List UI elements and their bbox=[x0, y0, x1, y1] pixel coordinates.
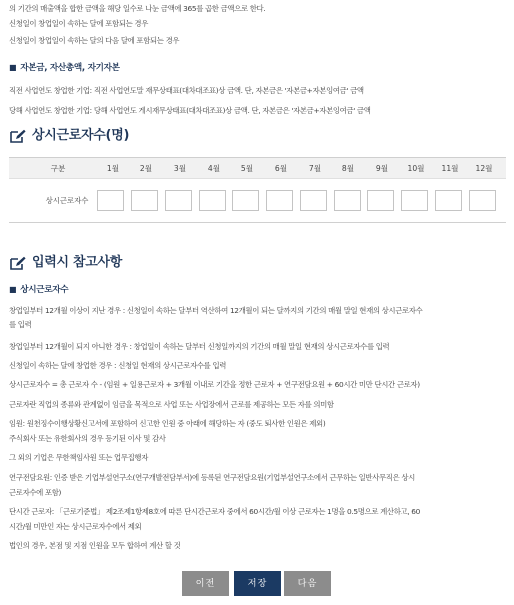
month-header: 7월 bbox=[308, 164, 322, 173]
square-bullet-icon: ■ bbox=[9, 63, 17, 72]
month-9-input[interactable] bbox=[367, 190, 394, 211]
next-button[interactable]: 다음 bbox=[284, 571, 331, 596]
note-line: 창업일부터 12개월 이상이 지난 경우 : 신청일이 속하는 달부터 역산하여 12개월이 되는 달까지의 기간의 매월 말일 현재의 상시근로자수 bbox=[9, 306, 423, 315]
month-header: 4월 bbox=[207, 164, 221, 173]
month-12-input[interactable] bbox=[469, 190, 496, 211]
month-11-input[interactable] bbox=[435, 190, 462, 211]
square-bullet-icon: ■ bbox=[9, 285, 17, 294]
capital-subtitle bbox=[9, 63, 120, 74]
note-line: 시간/월 미만인 자는 상시근로자수에서 제외 bbox=[9, 522, 142, 531]
note-line: 근로자수에 포함) bbox=[9, 488, 62, 497]
save-button[interactable]: 저장 bbox=[234, 571, 281, 596]
month-header: 9월 bbox=[375, 164, 389, 173]
capital-subtitle-text: 자본금, 자산총액, 자기자본 bbox=[20, 63, 120, 73]
month-header: 12월 bbox=[475, 164, 493, 173]
month-header: 8월 bbox=[341, 164, 355, 173]
note-line: 단시간 근로자: 「근로기준법」 제2조제1항제8호에 따른 단시간근로자 중에서 60시간/월 이상 근로자는 1명을 0.5명으로 계산하고, 60 bbox=[9, 507, 420, 516]
month-header: 3월 bbox=[173, 164, 187, 173]
month-6-input[interactable] bbox=[266, 190, 293, 211]
notes-heading bbox=[9, 255, 122, 271]
intro-line: 신청일이 창업일이 속하는 달의 다음 달에 포함되는 경우 bbox=[9, 36, 180, 45]
note-line: 법인의 경우, 본점 및 지점 인원을 모두 합하여 계산 할 것 bbox=[9, 541, 181, 550]
month-header: 1월 bbox=[106, 164, 120, 173]
month-header: 11월 bbox=[441, 164, 459, 173]
intro-line: 의 기간의 매출액을 합한 금액을 해당 일수로 나눈 금액에 365를 곱한 금액으로 한다. bbox=[9, 4, 266, 13]
month-header: 5월 bbox=[240, 164, 254, 173]
month-2-input[interactable] bbox=[131, 190, 158, 211]
month-10-input[interactable] bbox=[401, 190, 428, 211]
note-line: 근로자란 직업의 종류와 관계없이 임금을 목적으로 사업 또는 사업장에서 근로를 제공하는 모든 자를 의미함 bbox=[9, 400, 334, 409]
employees-heading bbox=[9, 128, 129, 144]
note-line: 주식회사 또는 유한회사의 경우 등기된 이사 및 감사 bbox=[9, 434, 166, 443]
month-7-input[interactable] bbox=[300, 190, 327, 211]
month-header: 10월 bbox=[407, 164, 425, 173]
month-header: 2월 bbox=[139, 164, 153, 173]
prev-button[interactable]: 이전 bbox=[182, 571, 229, 596]
edit-icon bbox=[9, 256, 26, 271]
note-line: 창업일부터 12개월이 되지 아니한 경우 : 창업일이 속하는 달부터 신청일까지의 기간의 매월 말일 현재의 상시근로자수를 입력 bbox=[9, 342, 390, 351]
header-gubun: 구분 bbox=[50, 164, 66, 173]
note-line: 임원: 원천징수이행상황신고서에 포함하여 신고한 인원 중 아래에 해당하는 자 (중도 퇴사한 인원은 제외) bbox=[9, 419, 326, 428]
note-line: 신청일이 속하는 달에 창업한 경우 : 신청일 현재의 상시근로자수를 입력 bbox=[9, 361, 227, 370]
note-line: 를 입력 bbox=[9, 320, 32, 329]
edit-icon bbox=[9, 129, 26, 144]
month-5-input[interactable] bbox=[232, 190, 259, 211]
notes-subtitle-text: 상시근로자수 bbox=[20, 285, 69, 295]
employees-table-header bbox=[9, 157, 506, 179]
capital-line: 당해 사업연도 창업한 기업: 당해 사업연도 게시재무상태표(대차대조표)상 금액. 단, 자본금은 '자본금+자본잉여금' 금액 bbox=[9, 106, 371, 115]
intro-line: 신청일이 창업일이 속하는 달에 포함되는 경우 bbox=[9, 19, 148, 28]
month-header: 6월 bbox=[274, 164, 288, 173]
notes-subtitle bbox=[9, 285, 68, 296]
note-line: 그 외의 기업은 무한책임사원 또는 업무집행자 bbox=[9, 453, 148, 462]
note-line: 연구전담요원: 인증 받은 기업부설연구소(연구개발전담부서)에 등록된 연구전담요원(기업부설연구소에서 근무하는 일반사무직은 상시 bbox=[9, 473, 415, 482]
notes-heading-text: 입력시 참고사항 bbox=[32, 255, 123, 270]
capital-line: 직전 사업연도 창업한 기업: 직전 사업연도말 재무상태표(대차대조표)상 금액. 단, 자본금은 '자본금+자본잉여금' 금액 bbox=[9, 86, 364, 95]
month-8-input[interactable] bbox=[334, 190, 361, 211]
month-1-input[interactable] bbox=[97, 190, 124, 211]
employees-heading-text: 상시근로자수(명) bbox=[32, 128, 130, 143]
month-3-input[interactable] bbox=[165, 190, 192, 211]
employees-table-row bbox=[9, 179, 506, 223]
month-4-input[interactable] bbox=[199, 190, 226, 211]
row-label: 상시근로자수 bbox=[45, 196, 89, 205]
note-line: 상시근로자수 = 총 근로자 수 - (임원 + 일용근로자 + 3개월 이내로 기간을 정한 근로자 + 연구전담요원 + 60시간 미만 단시간 근로자) bbox=[9, 380, 420, 389]
